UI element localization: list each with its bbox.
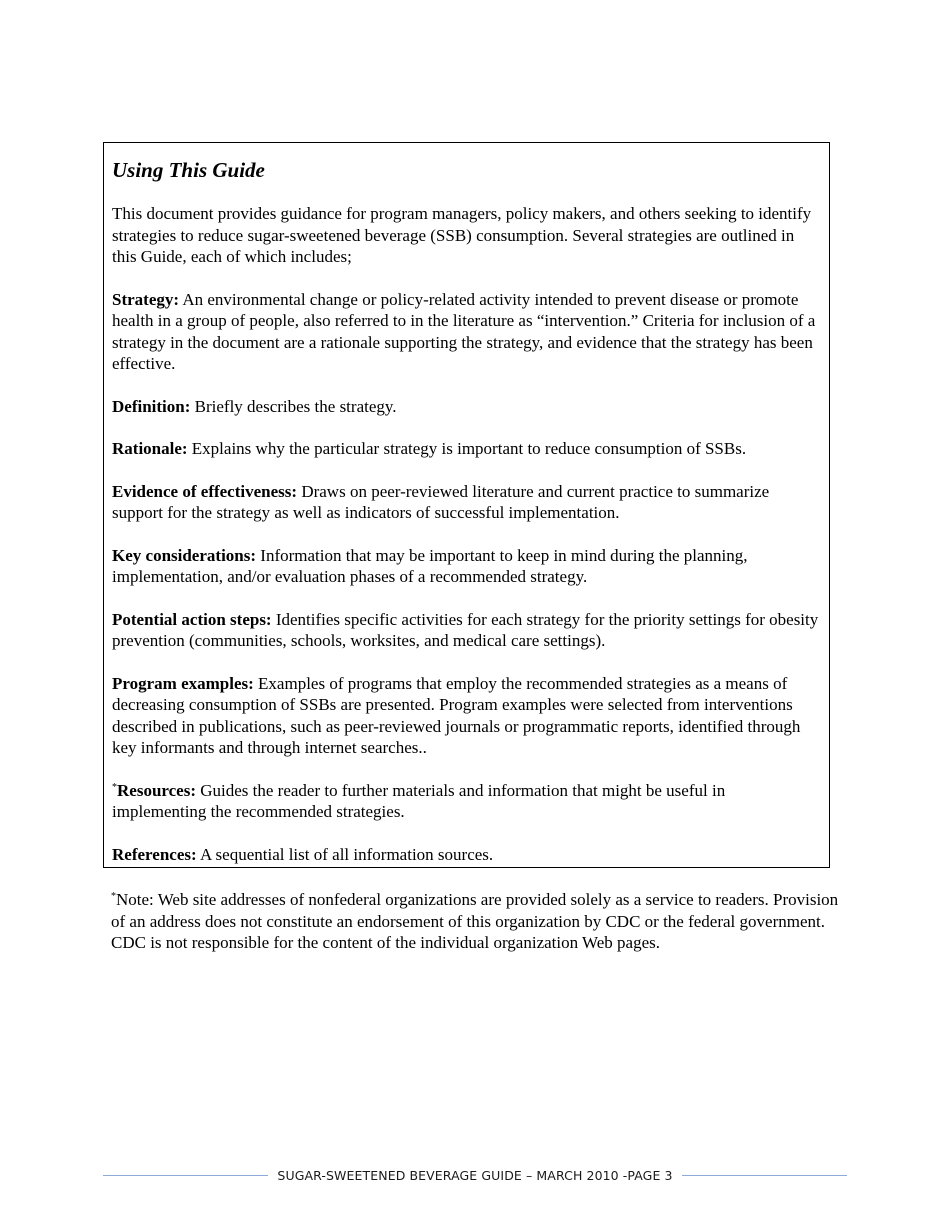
item-program-examples (112, 673, 821, 759)
item-resources (112, 780, 821, 823)
item-text: Draws on peer-reviewed literature and current practice to summarize support for the strategy as well as indicators of successful implementation. (112, 481, 770, 522)
item-text: An environmental change or policy-related activity intended to prevent disease or promote health in a group of people, also referred to in the literature as “intervention.” Criteria for inclusion of a strategy in the document are a rationale supporting the strategy, and evidence that the strategy has been effective. (112, 289, 816, 373)
item-definition (112, 396, 821, 418)
item-term: Program examples: (112, 673, 254, 693)
footer-rule-right (682, 1175, 847, 1176)
item-term: Strategy: (112, 289, 180, 309)
item-term: Definition: (112, 396, 191, 416)
item-term: Resources: (117, 780, 196, 800)
page-footer (103, 1166, 847, 1184)
item-term: Potential action steps: (112, 609, 272, 629)
item-text: Identifies specific activities for each strategy for the priority settings for obesity prevention (communities, schools, worksites, and medical care settings). (112, 609, 819, 650)
item-potential-action-steps (112, 609, 821, 652)
footnote-mark: * (112, 781, 117, 793)
item-term: Evidence of effectiveness: (112, 481, 298, 501)
item-text: Information that may be important to keep in mind during the planning, implementation, and/or evaluation phases of a recommended strategy. (112, 545, 748, 586)
item-term: Key considerations: (112, 545, 257, 565)
footnote-text: Note: Web site addresses of nonfederal organizations are provided solely as a service to readers. Provision of an address does not constitute an endorsement of this organization by CDC or the federal government. CDC is not responsible for the content of the individual organization Web pages. (111, 890, 839, 952)
item-key-considerations (112, 545, 821, 588)
guide-title: Using This Guide (112, 158, 265, 182)
item-references (112, 844, 821, 866)
item-rationale (112, 438, 821, 460)
item-term: Rationale: (112, 439, 188, 458)
item-text: Explains why the particular strategy is important to reduce consumption of SSBs. (187, 439, 747, 458)
item-text: Examples of programs that employ the recommended strategies as a means of decreasing consumption of SSBs are presented. Program examples were selected from interventions described in publications, such as peer-reviewed journals or programmatic reports, identified through key informants and through internet searches.. (112, 673, 801, 757)
footnote-mark: * (111, 891, 116, 902)
item-strategy (112, 289, 821, 375)
web-address-footnote (111, 889, 846, 954)
item-term: References: (112, 844, 197, 864)
footer-text: SUGAR-SWEETENED BEVERAGE GUIDE – MARCH 2010 -PAGE 3 (277, 1167, 673, 1183)
item-text: Briefly describes the strategy. (190, 396, 397, 416)
item-text: Guides the reader to further materials and information that might be useful in implementing the recommended strategies. (112, 780, 726, 821)
item-evidence-of-effectiveness (112, 481, 821, 524)
item-text: A sequential list of all information sources. (196, 844, 494, 864)
guide-intro: This document provides guidance for program managers, policy makers, and others seeking to identify strategies to reduce sugar-sweetened beverage (SSB) consumption. Several strategies are outlined in this Guide, each of which includes; (112, 204, 812, 266)
footer-rule-left (103, 1175, 268, 1176)
using-this-guide-box (103, 142, 830, 868)
